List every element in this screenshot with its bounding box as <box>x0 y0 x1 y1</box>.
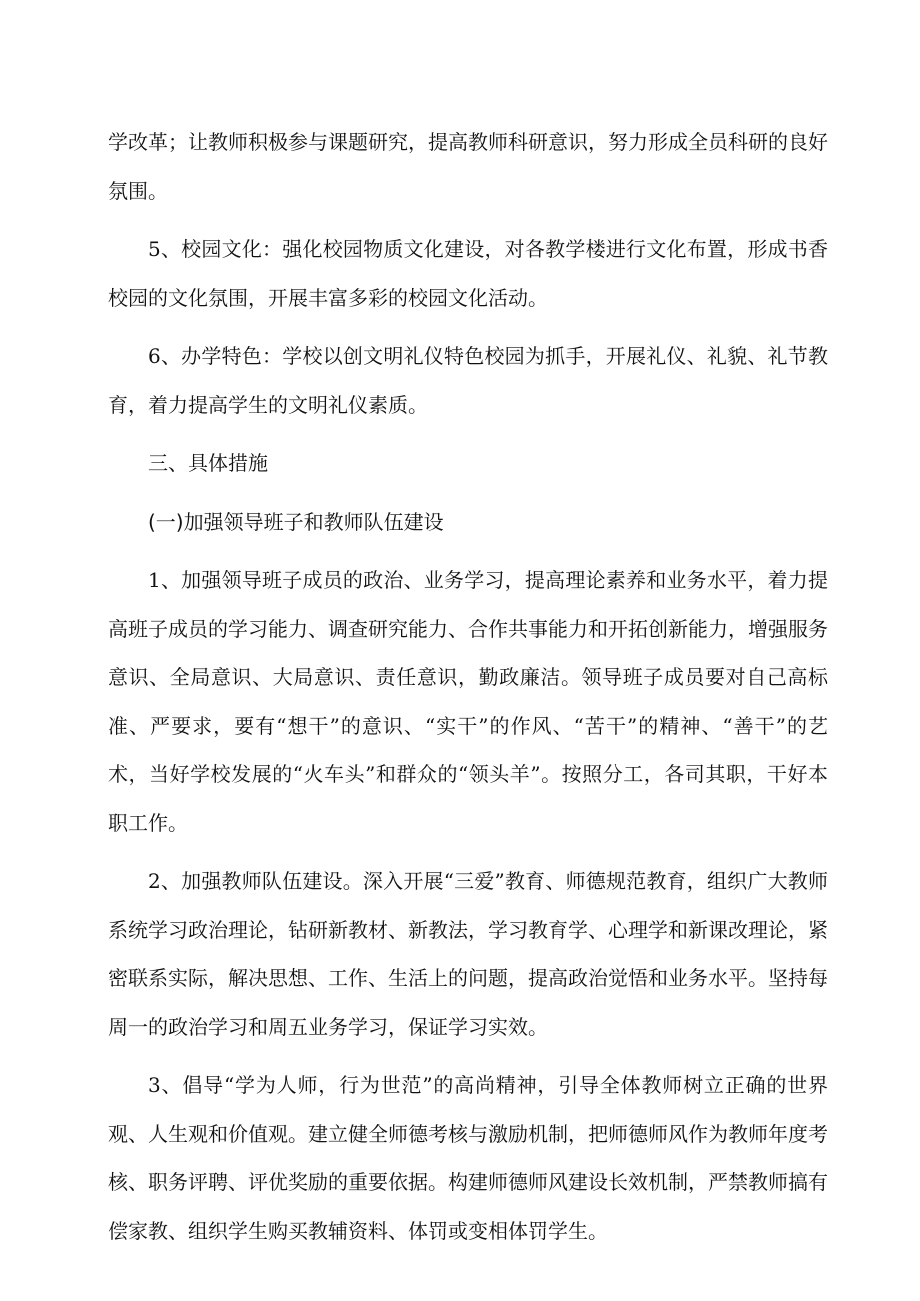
section-heading-measures: 三、具体措施 <box>148 451 268 475</box>
paragraph-item-1: 1、加强领导班子成员的政治、业务学习，提高理论素养和业务水平，着力提高班子成员的学习能力、调查研究能力、合作共事能力和开拓创新能力，增强服务意识、全局意识、大局意识、责任意识，勤政廉洁。领导班子成员要对自己高标准、严要求，要有“想干”的意识、“实干”的作风、“苦干”的精神、“善干”的艺术，当好学校发展的“火车头”和群众的“领头羊”。按照分工，各司其职，干好本职工作。 <box>108 568 828 835</box>
paragraph-continuation: 学改革；让教师积极参与课题研究，提高教师科研意识，努力形成全员科研的良好氛围。 <box>108 130 828 203</box>
subsection-heading-leadership: (一)加强领导班子和教师队伍建设 <box>148 509 444 534</box>
paragraph-item-2: 2、加强教师队伍建设。深入开展“三爱”教育、师德规范教育，组织广大教师系统学习政治理论，钻研新教材、新教法，学习教育学、心理学和新课改理论，紧密联系实际，解决思想、工作、生活上的问题，提高政治觉悟和业务水平。坚持每周一的政治学习和周五业务学习，保证学习实效。 <box>108 869 828 1039</box>
document-body <box>108 118 828 1255</box>
paragraph-campus-culture: 5、校园文化：强化校园物质文化建设，对各教学楼进行文化布置，形成书香校园的文化氛围，开展丰富多彩的校园文化活动。 <box>108 237 828 310</box>
paragraph-item-3: 3、倡导“学为人师，行为世范”的高尚精神，引导全体教师树立正确的世界观、人生观和价值观。建立健全师德考核与激励机制，把师德师风作为教师年度考核、职务评聘、评优奖励的重要依据。构建师德师风建设长效机制，严禁教师搞有偿家教、组织学生购买教辅资料、体罚或变相体罚学生。 <box>108 1073 828 1243</box>
paragraph-school-feature: 6、办学特色：学校以创文明礼仪特色校园为抓手，开展礼仪、礼貌、礼节教育，着力提高学生的文明礼仪素质。 <box>108 344 828 417</box>
